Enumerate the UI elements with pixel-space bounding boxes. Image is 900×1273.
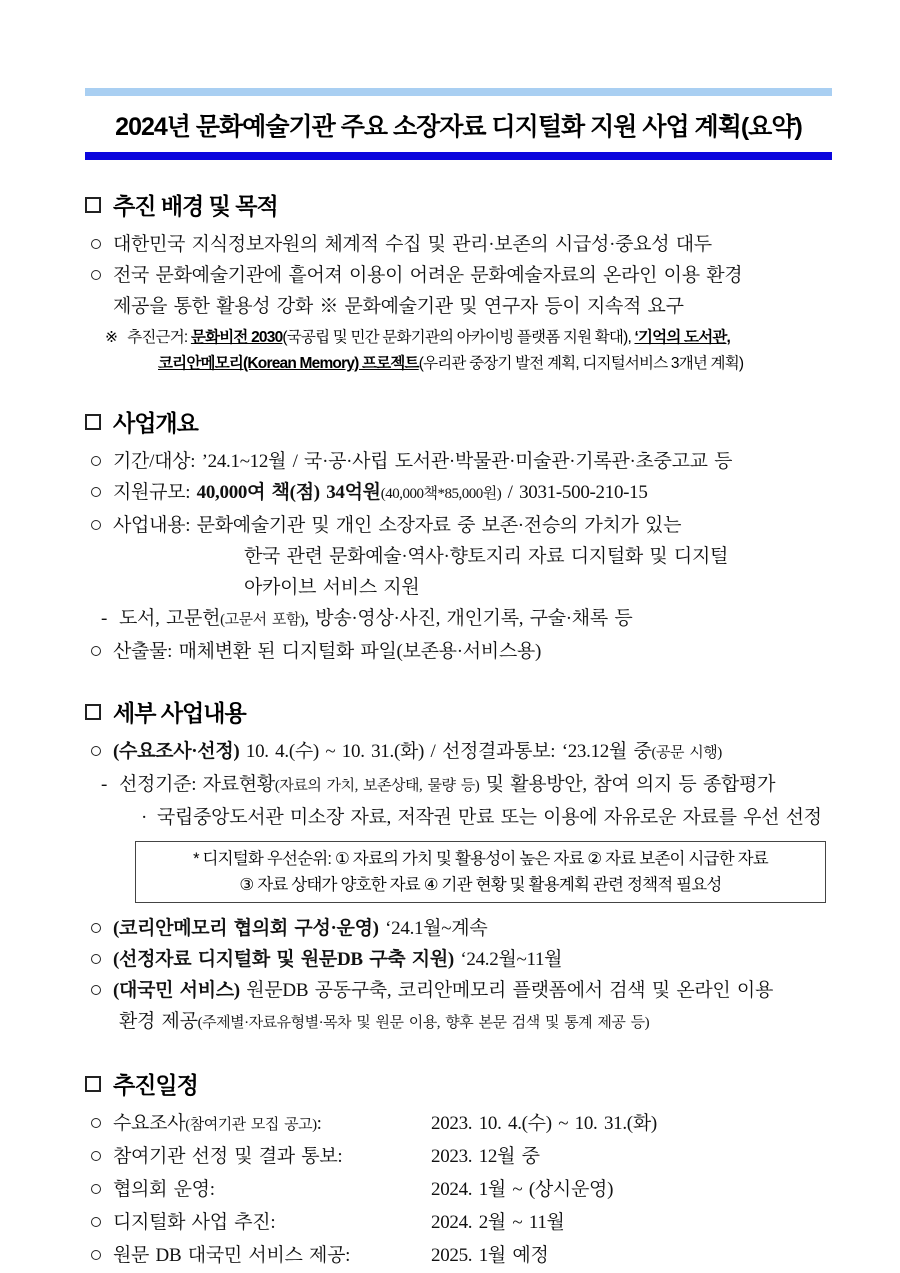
title-rule-bottom: [85, 152, 832, 160]
circle-bullet-icon: [91, 1118, 101, 1128]
sub-list-item: [85, 603, 832, 636]
schedule-label: 협의회 운영:: [113, 1179, 215, 1200]
circle-bullet-icon: [91, 923, 101, 933]
schedule-row: [85, 1240, 832, 1273]
dot-bullet-icon: ·: [141, 807, 148, 828]
schedule-label: 디지털화 사업 추진:: [113, 1212, 276, 1233]
reference-note: [85, 325, 832, 377]
priority-box-line2: ③ 자료 상태가 양호한 자료 ④ 기관 현황 및 활용계획 관련 정책적 필요성: [239, 876, 722, 894]
circle-bullet-icon: [91, 954, 101, 964]
schedule-date: 2023. 12월 중: [431, 1146, 540, 1167]
square-bullet-icon: [85, 704, 101, 720]
sub-list-item-text: 선정기준: 자료현황(자료의 가치, 보존상태, 물량 등) 및 활용방안, 참여 의지 등 종합평가: [119, 774, 776, 795]
circle-bullet-icon: [91, 746, 101, 756]
list-item: [85, 446, 832, 477]
list-item-text: (코리안메모리 협의회 구성·운영) ‘24.1월~계속: [113, 918, 488, 939]
digitization-priority-box: [135, 841, 826, 903]
square-bullet-icon: [85, 197, 101, 213]
list-item-text: 대한민국 지식정보자원의 체계적 수집 및 관리·보존의 시급성·중요성 대두: [113, 234, 712, 255]
dash-bullet-icon: -: [101, 608, 108, 629]
sub-sub-list-item-text: 국립중앙도서관 미소장 자료, 저작권 만료 또는 이용에 자유로운 자료를 우선 선정: [157, 807, 822, 828]
schedule-label: 원문 DB 대국민 서비스 제공:: [113, 1245, 351, 1266]
schedule-label: 수요조사(참여기관 모집 공고):: [113, 1113, 322, 1134]
sub-list-item: [85, 769, 832, 802]
section-heading-label: 추진일정: [113, 1072, 198, 1098]
reference-link: 코리안메모리(Korean Memory) 프로젝트: [158, 355, 419, 372]
document-title: 2024년 문화예술기관 주요 소장자료 디지털화 지원 사업 계획(요약): [115, 113, 802, 141]
sub-sub-list-item: [85, 802, 832, 833]
schedule-row: [85, 1108, 832, 1141]
circle-bullet-icon: [91, 487, 101, 497]
reference-mark-icon: ※: [105, 329, 118, 346]
circle-bullet-icon: [91, 1250, 101, 1260]
list-item: [85, 510, 832, 603]
list-item: [85, 913, 832, 944]
schedule-row: [85, 1141, 832, 1174]
circle-bullet-icon: [91, 520, 101, 530]
schedule-row: [85, 1174, 832, 1207]
dash-bullet-icon: -: [101, 774, 108, 795]
circle-bullet-icon: [91, 1151, 101, 1161]
section-heading-background-purpose: [85, 188, 832, 221]
list-item-text: (선정자료 디지털화 및 원문DB 구축 지원) ‘24.2월~11월: [113, 949, 563, 970]
list-item: [85, 636, 832, 667]
section-heading-label: 세부 사업내용: [113, 700, 246, 726]
circle-bullet-icon: [91, 646, 101, 656]
section-heading-label: 사업개요: [113, 410, 198, 436]
list-item-text: 지원규모: 40,000여 책(점) 34억원(40,000책*85,000원) / 3031-500-210-15: [113, 482, 648, 503]
list-item-text: 산출물: 매체변환 된 디지털화 파일(보존용·서비스용): [113, 641, 541, 662]
list-item: [85, 260, 832, 322]
schedule-row: [85, 1207, 832, 1240]
list-item-text: 사업내용: 문화예술기관 및 개인 소장자료 중 보존·전승의 가치가 있는 한국 관련 문화예술·역사·향토지리 자료 디지털화 및 디지털 아카이브 서비스 지원: [113, 515, 729, 598]
square-bullet-icon: [85, 1076, 101, 1092]
reference-link: 문화비전 2030: [190, 329, 283, 346]
schedule-label: 참여기관 선정 및 결과 통보:: [113, 1146, 343, 1167]
sub-list-item-text: 도서, 고문헌(고문서 포함), 방송·영상·사진, 개인기록, 구술·채록 등: [119, 608, 633, 629]
circle-bullet-icon: [91, 270, 101, 280]
reference-link: ‘기억의 도서관,: [634, 329, 731, 346]
budget-scale-value: 40,000여 책(점) 34억원: [196, 482, 381, 503]
list-item: [85, 975, 832, 1039]
reference-note-line1: ※ 추진근거: 문화비전 2030(국공립 및 민간 문화기관의 아카이빙 플랫폼 지원 확대), ‘기억의 도서관,: [105, 329, 731, 346]
schedule-list: [85, 1108, 832, 1273]
section-heading-overview: [85, 405, 832, 438]
list-item: [85, 944, 832, 975]
list-item: [85, 229, 832, 260]
priority-box-line1: * 디지털화 우선순위: ① 자료의 가치 및 활용성이 높은 자료 ② 자료 보존이 시급한 자료: [193, 850, 768, 868]
title-block: [85, 88, 832, 160]
circle-bullet-icon: [91, 1184, 101, 1194]
schedule-date: 2024. 1월 ~ (상시운영): [431, 1179, 614, 1200]
list-item-text: 기간/대상: ’24.1~12월 / 국·공·사립 도서관·박물관·미술관·기록관·초중고교 등: [113, 451, 733, 472]
list-item-text: 전국 문화예술기관에 흩어져 이용이 어려운 문화예술자료의 온라인 이용 환경 제공을 통한 활용성 강화 ※ 문화예술기관 및 연구자 등이 지속적 요구: [113, 265, 743, 317]
section-heading-label: 추진 배경 및 목적: [113, 193, 278, 219]
schedule-date: 2024. 2월 ~ 11월: [431, 1212, 565, 1233]
section-heading-schedule: [85, 1067, 832, 1100]
schedule-date: 2025. 1월 예정: [431, 1245, 549, 1266]
circle-bullet-icon: [91, 1217, 101, 1227]
reference-note-line2: 코리안메모리(Korean Memory) 프로젝트(우리관 중장기 발전 계획, 디지털서비스 3개년 계획): [158, 355, 744, 372]
section-heading-details: [85, 695, 832, 728]
circle-bullet-icon: [91, 456, 101, 466]
circle-bullet-icon: [91, 985, 101, 995]
schedule-date: 2023. 10. 4.(수) ~ 10. 31.(화): [431, 1113, 657, 1134]
list-item-text: (대국민 서비스) 원문DB 공동구축, 코리안메모리 플랫폼에서 검색 및 온라인 이용 환경 제공(주제별·자료유형별·목차 및 원문 이용, 향후 본문 검색 및 통계 제공 등): [113, 980, 774, 1032]
circle-bullet-icon: [91, 239, 101, 249]
square-bullet-icon: [85, 414, 101, 430]
list-item: [85, 477, 832, 510]
title-rule-top: [85, 88, 832, 96]
list-item-text: (수요조사·선정) 10. 4.(수) ~ 10. 31.(화) / 선정결과통보: ‘23.12월 중(공문 시행): [113, 741, 722, 762]
list-item: [85, 736, 832, 769]
